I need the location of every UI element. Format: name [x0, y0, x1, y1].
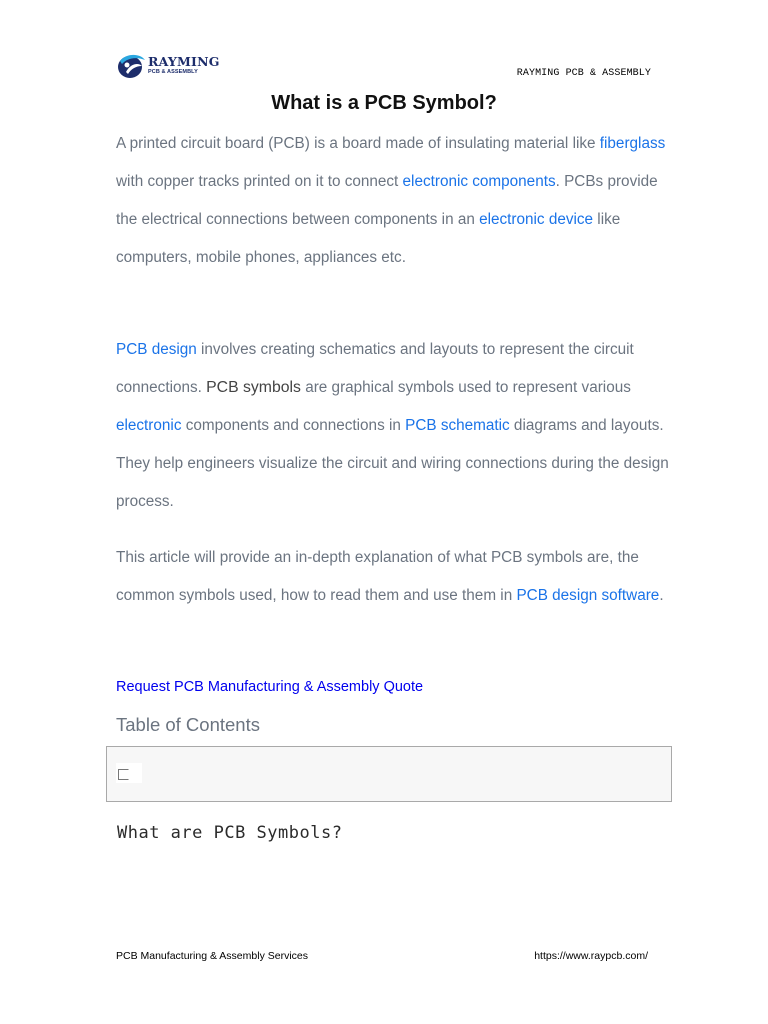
paragraph-text: . PCBs provide the electrical connections between components in an: [116, 173, 658, 228]
pcb-design-link[interactable]: PCB design: [116, 341, 197, 358]
paragraph-text: .: [659, 587, 664, 604]
paragraph-text: A printed circuit board (PCB) is a board made of insulating material like: [116, 135, 600, 152]
table-of-contents: [106, 746, 672, 802]
pcb-symbols-emphasis: PCB symbols: [206, 379, 301, 396]
request-quote-link[interactable]: Request PCB Manufacturing & Assembly Quote: [116, 679, 424, 695]
electronic-device-link[interactable]: electronic device: [479, 211, 594, 228]
electronic-components-link[interactable]: electronic components: [402, 173, 556, 190]
logo-swirl-icon: [116, 52, 146, 80]
toc-title: Table of Contents: [116, 714, 260, 735]
company-logo: [116, 52, 226, 82]
paragraph-text: This article will provide an in-depth explanation of what PCB symbols are, the common symbols used, how to read them and use them in: [116, 549, 639, 604]
paragraph-text: with copper tracks printed on it to connect: [116, 173, 403, 190]
article-overview-paragraph: [116, 539, 676, 615]
pcb-design-paragraph: [116, 331, 676, 521]
pcb-schematic-link[interactable]: PCB schematic: [405, 417, 510, 434]
toc-toggle-icon: [118, 769, 129, 780]
footer-url: https://www.raypcb.com/: [534, 950, 648, 962]
page-title: What is a PCB Symbol?: [271, 92, 497, 114]
electronic-link[interactable]: electronic: [116, 417, 182, 434]
paragraph-text: like computers, mobile phones, appliances etc.: [116, 211, 621, 266]
header-company-name: RAYMING PCB & ASSEMBLY: [516, 68, 651, 79]
logo-subtext: PCB & ASSEMBLY: [148, 69, 198, 75]
toc-toggle-button[interactable]: [116, 763, 142, 783]
intro-paragraph: [116, 125, 676, 277]
paragraph-text: involves creating schematics and layouts to represent the circuit connections.: [116, 341, 634, 396]
paragraph-text: are graphical symbols used to represent various: [300, 379, 631, 396]
footer-services: PCB Manufacturing & Assembly Services: [116, 950, 308, 962]
paragraph-text: components and connections in: [181, 417, 406, 434]
paragraph-text: diagrams and layouts. They help engineers visualize the circuit and wiring connections during the design process.: [116, 417, 669, 510]
fiberglass-link[interactable]: fiberglass: [599, 135, 666, 152]
section-heading: What are PCB Symbols?: [117, 823, 343, 843]
pcb-design-software-link[interactable]: PCB design software: [516, 587, 660, 604]
logo-text: RAYMING: [148, 54, 220, 69]
